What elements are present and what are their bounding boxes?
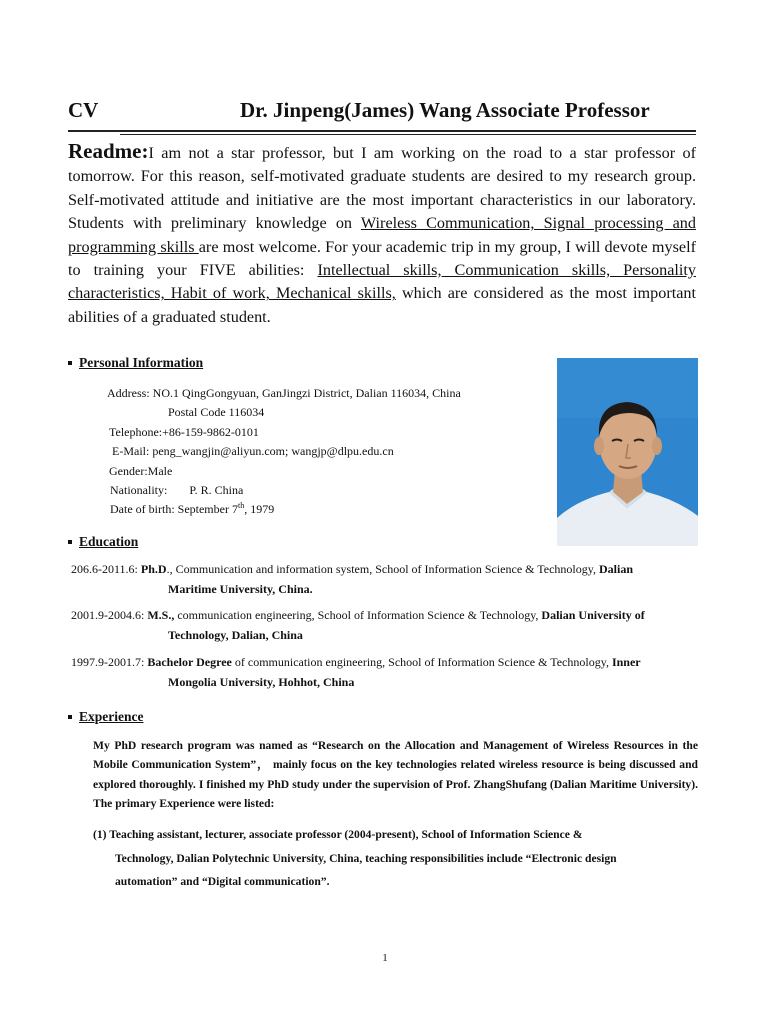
- readme-label: Readme:: [68, 139, 149, 163]
- section-title: Education: [79, 534, 139, 549]
- portrait-illustration: [557, 358, 698, 546]
- education-line: [71, 653, 697, 673]
- page-number: 1: [382, 952, 388, 964]
- experience-item-line: (1) Teaching assistant, lecturer, associate professor (2004-present), School of Information Science &: [93, 828, 583, 841]
- readme-text-3: which are considered as the most important abilities of a graduated student.: [68, 284, 696, 326]
- edu-dates: 206.6-2011.6:: [71, 562, 138, 576]
- edu-degree: Ph.D: [140, 562, 167, 576]
- dob-sup: th: [237, 501, 245, 511]
- experience-item-1: [93, 823, 698, 894]
- edu-detail: communication engineering, School of Information Science & Technology,: [174, 608, 542, 622]
- personal-info-block: [107, 384, 527, 520]
- readme-underline-1: Wireless Communication, Signal processing and programming skills: [68, 214, 696, 256]
- edu-institution: Dalian: [598, 562, 633, 576]
- readme-text-2: are most welcome. For your academic trip in my group, I will devote myself to training your FIVE abilities:: [68, 237, 696, 280]
- email: E-Mail: peng_wangjin@aliyun.com; wangjp@dlpu.edu.cn: [112, 444, 394, 459]
- section-education: [68, 534, 138, 550]
- edu-degree: Bachelor Degree: [147, 655, 232, 669]
- edu-degree: M.S.,: [147, 608, 175, 622]
- section-title: Personal Information: [79, 355, 204, 370]
- experience-item-line: Technology, Dalian Polytechnic University, China, teaching responsibilities include “Electronic design: [115, 851, 617, 865]
- section-title: Experience: [79, 709, 144, 724]
- bullet-icon: [68, 715, 72, 719]
- edu-detail: of communication engineering, School of Information Science & Technology,: [231, 655, 612, 669]
- edu-institution-cont: Maritime University, China.: [168, 581, 313, 596]
- experience-item-line: automation” and “Digital communication”.: [115, 875, 330, 888]
- readme-underline-2: Intellectual skills, Communication skills, Personality characteristics, Habit of work, Mechanical skills,: [68, 261, 696, 303]
- edu-detail: ., Communication and information system, School of Information Science & Technology,: [166, 562, 599, 576]
- dob-suffix: , 1979: [244, 502, 275, 517]
- edu-dates: 2001.9-2004.6:: [71, 608, 145, 622]
- edu-institution: Inner: [611, 655, 641, 669]
- education-entry: [71, 560, 697, 599]
- readme-text-1: I am not a star professor, but I am working on the road to a star professor of tomorrow. For this reason, self-motivated graduate students are desired to my research group. Self-motivated attitude and initiative are the most important characteristics in our laboratory. Students with preliminary knowledge on: [68, 144, 696, 233]
- education-line: [71, 606, 697, 626]
- experience-intro: My PhD research program was named as “Research on the Allocation and Management of Wireless Resources in the Mobile Communication System”， mainly focus on the key technologies related wireless resource is being discussed and explored thoroughly. I finished my PhD study under the supervision of Prof. ZhangShufang (Dalian Maritime University). The primary Experience were listed:: [93, 739, 698, 810]
- telephone: Telephone:+86-159-9862-0101: [109, 424, 259, 439]
- bullet-icon: [68, 361, 72, 365]
- education-entry: [71, 606, 697, 645]
- edu-institution: Dalian University of: [541, 608, 645, 622]
- nationality-value: P. R. China: [189, 483, 244, 498]
- education-entry: [71, 653, 697, 692]
- header-rule-thin: [120, 134, 696, 135]
- name-title: Dr. Jinpeng(James) Wang Associate Professor: [240, 98, 650, 122]
- header-rule: [68, 130, 696, 132]
- education-line: [71, 560, 697, 580]
- dob-prefix: Date of birth: September 7: [110, 502, 238, 517]
- cv-label: CV: [68, 98, 99, 122]
- edu-institution-cont: Mongolia University, Hohhot, China: [168, 674, 355, 689]
- section-experience: [68, 709, 143, 725]
- date-of-birth: [107, 500, 527, 519]
- readme-paragraph: [68, 140, 696, 329]
- bullet-icon: [68, 540, 72, 544]
- profile-photo: [557, 358, 698, 546]
- edu-institution-cont: Technology, Dalian, China: [168, 627, 303, 642]
- nationality: [107, 481, 527, 500]
- nationality-label: Nationality:: [110, 483, 168, 498]
- address: Address: NO.1 QingGongyuan, GanJingzi District, Dalian 116034, China: [107, 386, 461, 400]
- section-personal-information: [68, 355, 203, 371]
- edu-dates: 1997.9-2001.7:: [71, 655, 145, 669]
- postal-code: Postal Code 116034: [168, 405, 265, 420]
- gender: Gender:Male: [109, 463, 173, 478]
